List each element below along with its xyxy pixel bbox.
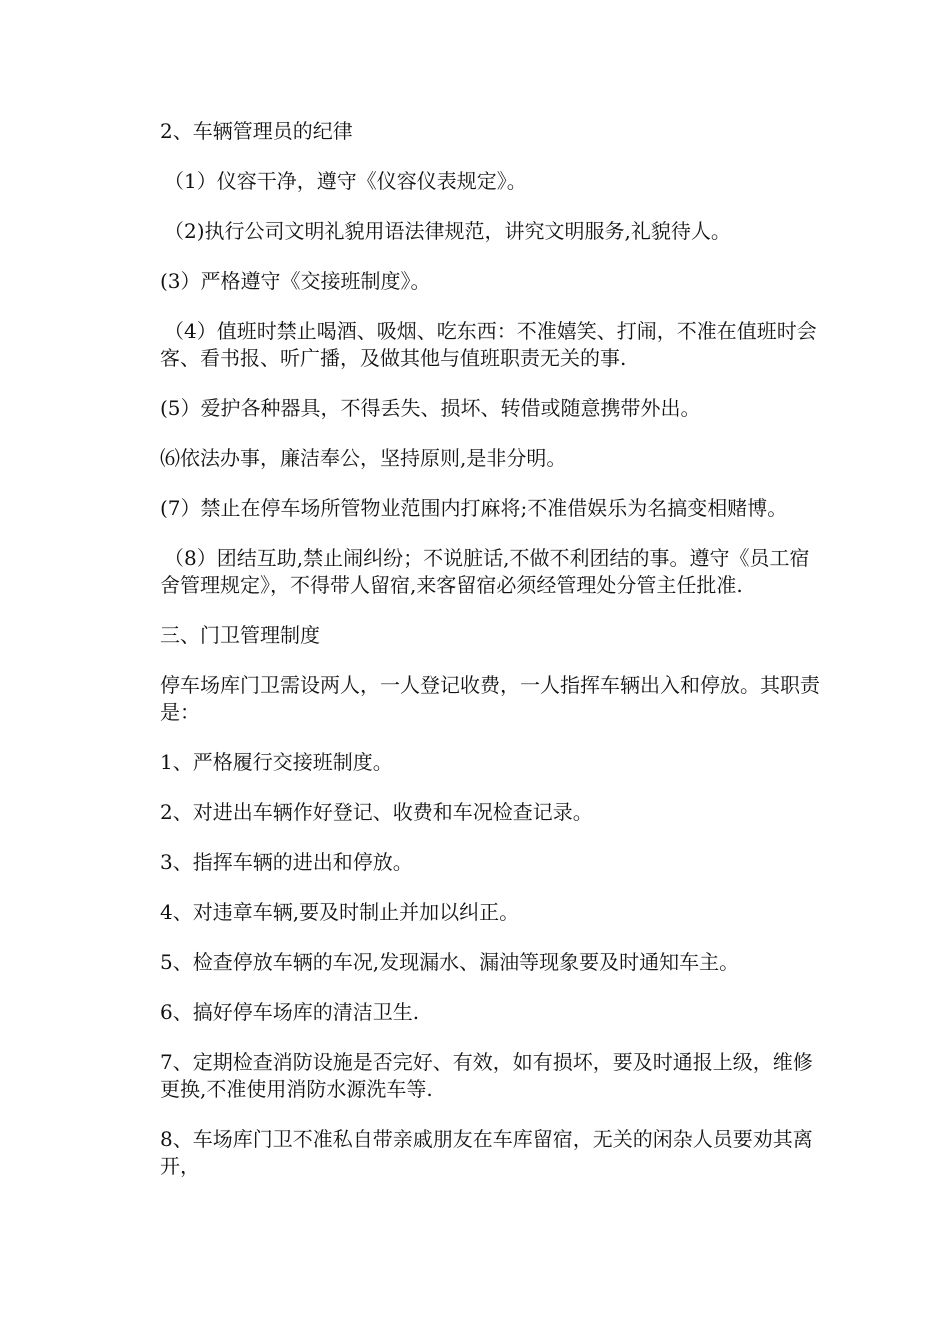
- duty-item: 7、定期检查消防设施是否完好、有效，如有损坏，要及时通报上级，维修更换,不准使用消防水源洗车等.: [160, 1050, 813, 1101]
- rule-item: (5）爱护各种器具，不得丢失、损坏、转借或随意携带外出。: [160, 396, 701, 420]
- duty-item: 8、车场库门卫不准私自带亲戚朋友在车库留宿，无关的闲杂人员要劝其离开，: [160, 1127, 813, 1178]
- duty-item: 6、搞好停车场库的清洁卫生.: [160, 1000, 420, 1024]
- intro-paragraph: 停车场库门卫需设两人，一人登记收费，一人指挥车辆出入和停放。其职责是：: [160, 673, 820, 724]
- rule-item: ⑹依法办事，廉洁奉公，坚持原则,是非分明。: [160, 446, 567, 470]
- duty-item: 1、严格履行交接班制度。: [160, 750, 393, 774]
- section-heading: 2、车辆管理员的纪律: [160, 119, 353, 143]
- duty-item: 2、对进出车辆作好登记、收费和车况检查记录。: [160, 800, 593, 824]
- duty-item: 4、对违章车辆,要及时制止并加以纠正。: [160, 900, 520, 924]
- rule-item: （8）团结互助,禁止闹纠纷；不说脏话,不做不利团结的事。遵守《员工宿舍管理规定》，不得带人留宿,来客留宿必须经管理处分管主任批准.: [160, 546, 810, 597]
- rule-item: （2)执行公司文明礼貌用语法律规范，讲究文明服务,礼貌待人。: [164, 219, 731, 243]
- rule-item: (3）严格遵守《交接班制度》。: [160, 269, 431, 293]
- rule-item: （1）仪容干净，遵守《仪容仪表规定》。: [164, 169, 527, 193]
- duty-item: 3、指挥车辆的进出和停放。: [160, 850, 413, 874]
- document-body: [160, 118, 825, 1203]
- rule-item: (7）禁止在停车场所管物业范围内打麻将;不准借娱乐为名搞变相赌博。: [160, 496, 788, 520]
- section-heading: 三、门卫管理制度: [160, 623, 320, 647]
- duty-item: 5、检查停放车辆的车况,发现漏水、漏油等现象要及时通知车主。: [160, 950, 740, 974]
- rule-item: （4）值班时禁止喝酒、吸烟、吃东西：不准嬉笑、打闹，不准在值班时会客、看书报、听广播，及做其他与值班职责无关的事.: [160, 319, 817, 370]
